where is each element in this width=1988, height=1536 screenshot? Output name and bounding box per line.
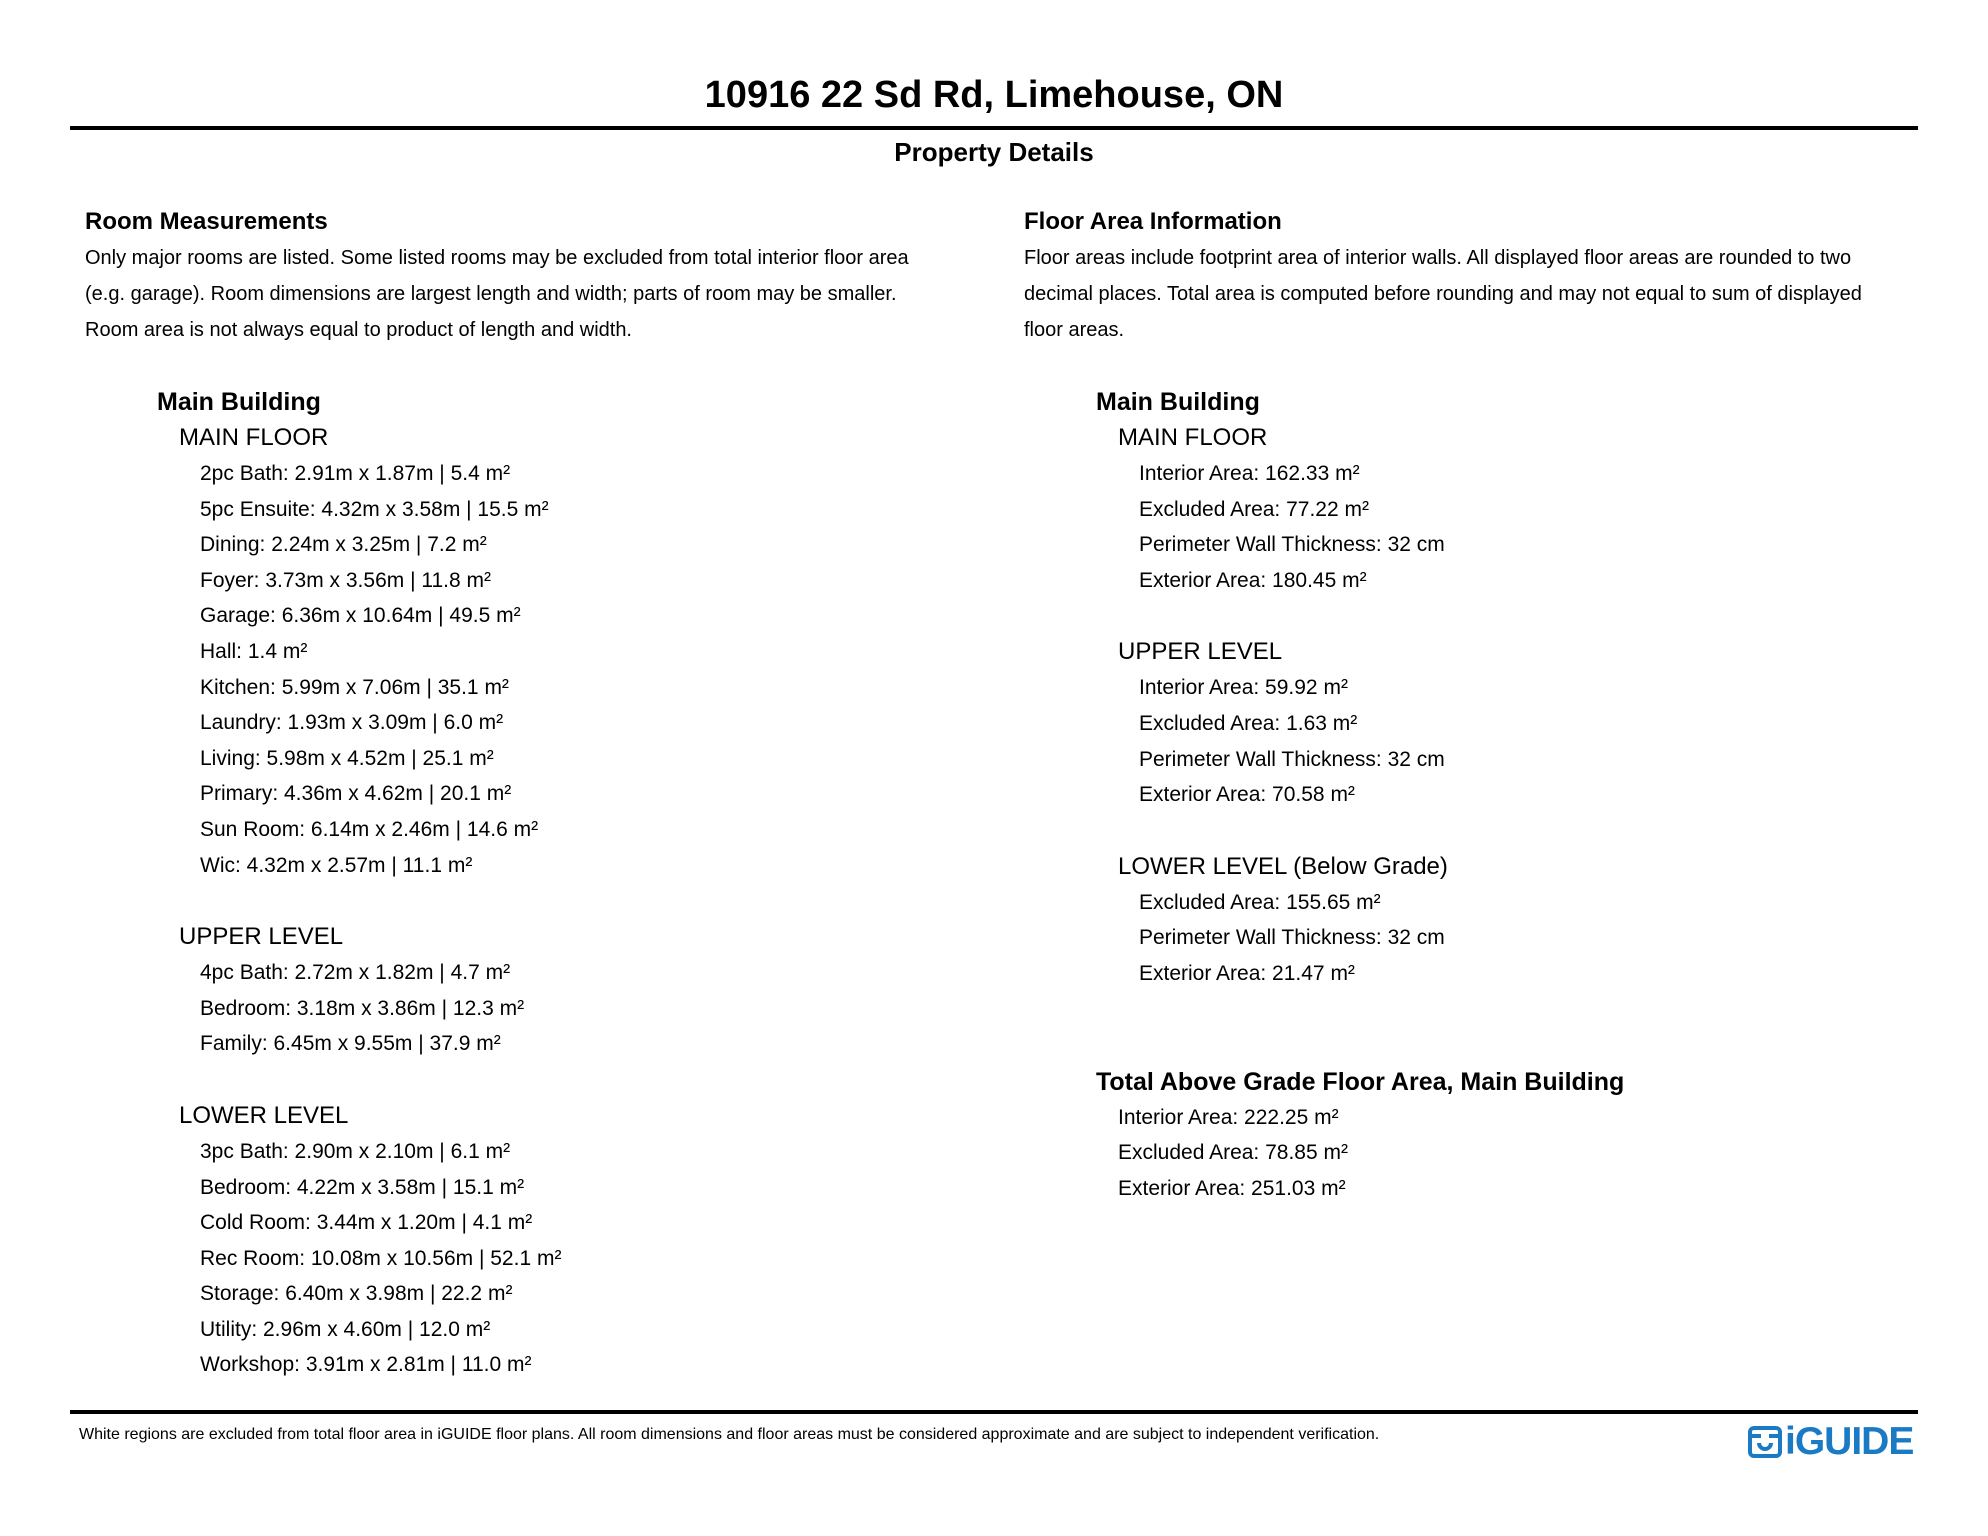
room-item: 5pc Ensuite: 4.32m x 3.58m | 15.5 m² (200, 497, 549, 521)
description-line: Only major rooms are listed. Some listed rooms may be excluded from total interior floor area (85, 247, 909, 269)
total-area-heading: Total Above Grade Floor Area, Main Building (1096, 1067, 1625, 1096)
floor-area-section (1024, 204, 1934, 1206)
floor-upper (1118, 634, 1934, 812)
room-item: Bedroom: 4.22m x 3.58m | 15.1 m² (200, 1175, 525, 1199)
floor-heading: UPPER LEVEL (179, 923, 344, 951)
floor-area-description (1024, 240, 1934, 348)
header-divider (70, 126, 1918, 130)
area-list (1118, 885, 1934, 992)
area-item: Perimeter Wall Thickness: 32 cm (1139, 926, 1445, 950)
room-list (179, 1134, 985, 1383)
room-item: Sun Room: 6.14m x 2.46m | 14.6 m² (200, 817, 539, 841)
room-item: Cold Room: 3.44m x 1.20m | 4.1 m² (200, 1211, 533, 1235)
room-item: Laundry: 1.93m x 3.09m | 6.0 m² (200, 711, 504, 735)
area-item: Perimeter Wall Thickness: 32 cm (1139, 533, 1445, 557)
building-heading: Main Building (1096, 388, 1260, 416)
building-heading: Main Building (157, 388, 321, 416)
area-item: Excluded Area: 1.63 m² (1139, 711, 1358, 735)
total-area-block (1096, 1064, 1934, 1207)
room-item: Dining: 2.24m x 3.25m | 7.2 m² (200, 533, 487, 557)
description-line: (e.g. garage). Room dimensions are largest length and width; parts of room may be smaller. (85, 283, 897, 305)
room-measurements-section (85, 204, 985, 1383)
floor-heading: UPPER LEVEL (1118, 638, 1283, 666)
room-item: 2pc Bath: 2.91m x 1.87m | 5.4 m² (200, 462, 511, 485)
room-item: Kitchen: 5.99m x 7.06m | 35.1 m² (200, 675, 509, 699)
room-item: Utility: 2.96m x 4.60m | 12.0 m² (200, 1317, 491, 1341)
room-item: Foyer: 3.73m x 3.56m | 11.8 m² (200, 568, 492, 592)
room-item: Living: 5.98m x 4.52m | 25.1 m² (200, 746, 494, 770)
logo-text: iGUIDE (1785, 1420, 1914, 1463)
room-item: Bedroom: 3.18m x 3.86m | 12.3 m² (200, 996, 525, 1020)
floor-heading: LOWER LEVEL (179, 1101, 349, 1129)
room-item: Primary: 4.36m x 4.62m | 20.1 m² (200, 782, 512, 806)
room-list (179, 456, 985, 883)
iguide-logo (1748, 1420, 1913, 1464)
room-item: 4pc Bath: 2.72m x 1.82m | 4.7 m² (200, 961, 511, 985)
room-item: 3pc Bath: 2.90m x 2.10m | 6.1 m² (200, 1139, 511, 1163)
area-item: Excluded Area: 155.65 m² (1139, 890, 1381, 914)
floor-heading: MAIN FLOOR (179, 424, 329, 451)
room-measurements-building (157, 384, 985, 1383)
floor-heading: MAIN FLOOR (1118, 424, 1268, 451)
area-item: Exterior Area: 21.47 m² (1139, 961, 1355, 985)
room-item: Family: 6.45m x 9.55m | 37.9 m² (200, 1032, 501, 1056)
room-item: Wic: 4.32m x 2.57m | 11.1 m² (200, 853, 473, 877)
area-item: Exterior Area: 70.58 m² (1139, 783, 1355, 807)
floor-area-heading: Floor Area Information (1024, 208, 1282, 235)
footer-disclaimer: White regions are excluded from total floor area in iGUIDE floor plans. All room dimensions and floor areas must be considered approximate and are subject to independent verification. (79, 1426, 1380, 1443)
area-item: Excluded Area: 77.22 m² (1139, 497, 1369, 521)
floor-area-building (1096, 384, 1934, 992)
description-line: Room area is not always equal to product of length and width. (85, 319, 632, 341)
page-subtitle: Property Details (894, 137, 1094, 167)
room-item: Hall: 1.4 m² (200, 639, 308, 663)
room-item: Storage: 6.40m x 3.98m | 22.2 m² (200, 1282, 513, 1306)
room-list (179, 955, 985, 1062)
room-measurements-description (85, 240, 985, 348)
floor-upper (179, 919, 985, 1062)
room-item: Workshop: 3.91m x 2.81m | 11.0 m² (200, 1353, 532, 1377)
floor-lower (179, 1098, 985, 1383)
room-item: Rec Room: 10.08m x 10.56m | 52.1 m² (200, 1246, 562, 1270)
room-measurements-heading: Room Measurements (85, 208, 328, 235)
iguide-logo-icon (1748, 1426, 1782, 1458)
description-line: Floor areas include footprint area of interior walls. All displayed floor areas are rounded to two (1024, 247, 1852, 269)
area-list (1118, 456, 1934, 598)
description-line: decimal places. Total area is computed before rounding and may not equal to sum of displayed (1024, 283, 1862, 305)
room-item: Garage: 6.36m x 10.64m | 49.5 m² (200, 604, 521, 628)
total-area-item: Excluded Area: 78.85 m² (1118, 1141, 1348, 1165)
total-area-item: Exterior Area: 251.03 m² (1118, 1176, 1346, 1200)
area-item: Interior Area: 59.92 m² (1139, 676, 1348, 700)
area-item: Interior Area: 162.33 m² (1139, 462, 1360, 485)
floor-main (179, 420, 985, 883)
total-area-list (1096, 1100, 1934, 1207)
floor-heading: LOWER LEVEL (Below Grade) (1118, 852, 1448, 880)
area-item: Exterior Area: 180.45 m² (1139, 568, 1367, 592)
area-item: Perimeter Wall Thickness: 32 cm (1139, 747, 1445, 771)
description-line: floor areas. (1024, 319, 1125, 341)
total-area-item: Interior Area: 222.25 m² (1118, 1105, 1339, 1129)
page-title: 10916 22 Sd Rd, Limehouse, ON (704, 74, 1284, 116)
footer-divider (70, 1410, 1918, 1414)
floor-main (1118, 420, 1934, 598)
area-list (1118, 670, 1934, 812)
floor-lower (1118, 849, 1934, 992)
